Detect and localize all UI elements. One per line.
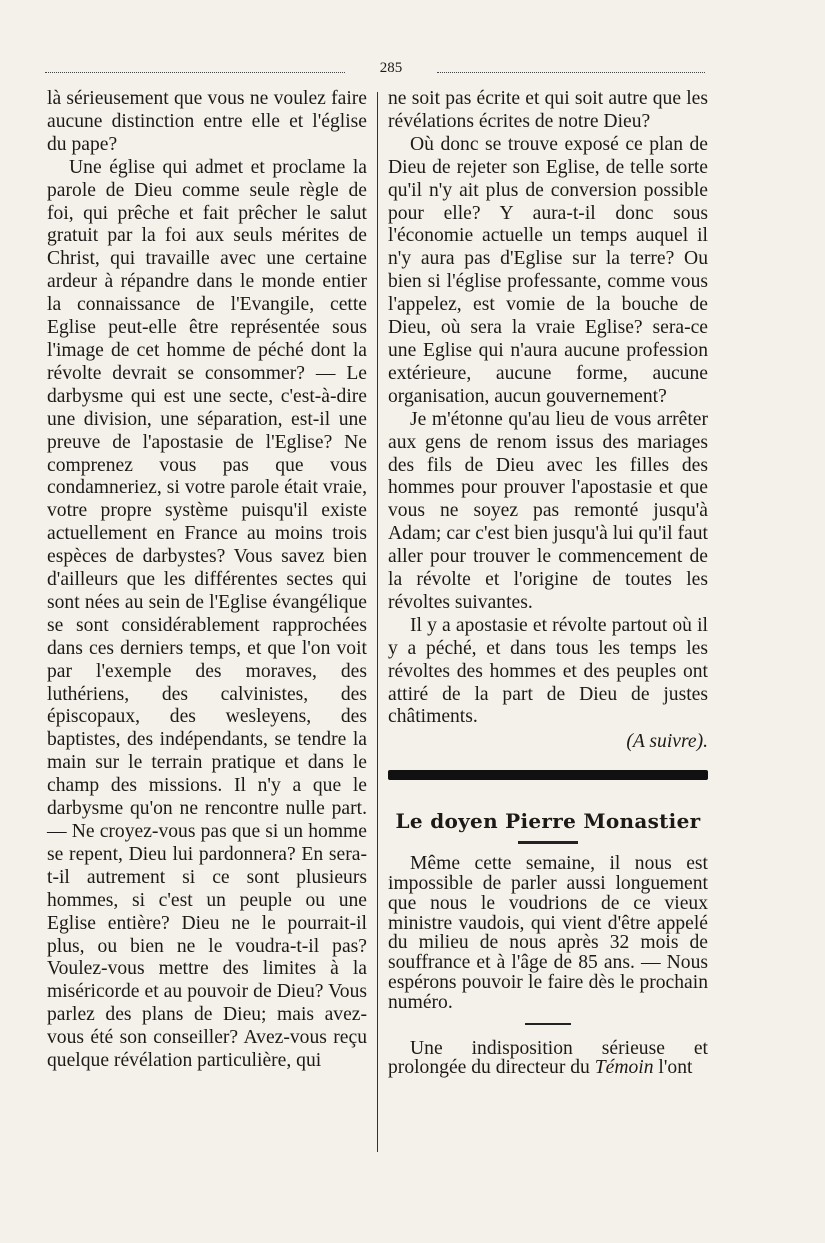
column-divider	[377, 92, 378, 1152]
a-suivre-note: (A suivre).	[626, 731, 708, 753]
section-title: Le doyen Pierre Monastier	[395, 809, 701, 834]
paragraph: ne soit pas écrite et qui soit autre que les révélations écrites de notre Dieu?	[388, 88, 708, 132]
section-paragraph: Même cette semaine, il nous est impossible de parler aussi longuement que nous le voudrions de ce vieux ministre vaudois, qui vient d'être appelé du milieu de nous après 32 mois de souffrance et à l'âge de 85 ans. — Nous espérons pouvoir le faire dès le prochain numéro.	[388, 853, 708, 1013]
left-column	[47, 88, 367, 1073]
right-column	[388, 88, 708, 1078]
journal-name: Témoin	[594, 1057, 654, 1079]
page-number: 285	[379, 60, 403, 76]
last-paragraph-start: Une indisposition sérieuse et prolongée du directeur du	[388, 1037, 708, 1079]
page-header	[45, 60, 705, 82]
title-underline	[518, 841, 578, 844]
paragraph: là sérieusement que vous ne voulez faire aucune distinction entre elle et l'église du pape?	[47, 88, 367, 155]
paragraph: Il y a apostasie et révolte partout où il y a péché, et dans tous les temps les révoltes des hommes et des peuples ont attiré de la part de Dieu de justes châtiments.	[388, 614, 708, 728]
header-rule-right	[437, 72, 705, 73]
paragraph: Une église qui admet et proclame la parole de Dieu comme seule règle de foi, qui prêche et fait prêcher le salut gratuit par la foi aux seuls mérites de Christ, qui travaille avec une certaine ardeur à répandre dans le monde entier la connaissance de l'Evangile, cette Eglise peut-elle être représentée sous l'image de cet homme de péché dont la révolte devrait se consommer? — Le darbysme qui est une secte, c'est-à-dire une division, une séparation, est-il une preuve de l'apostasie de l'Eglise? Ne comprenez vous pas que vous condamneriez, si votre parole était vraie, votre propre système puisqu'il existe actuellement en France au moins trois espèces de darbystes? Vous savez bien d'ailleurs que les différentes sectes qui sont nées au sein de l'Eglise évangélique se sont considérablement rapprochées dans ces derniers temps, et que l'on voit par l'exemple des moraves, des luthériens, des calvinistes, des épiscopaux, des wesleyens, des baptistes, des indépendants, se tendre la main sur le terrain pratique et dans le champ des missions. Il n'y a que le darbysme qu'on ne rencontre nulle part. — Ne croyez-vous pas que si un homme se repent, Dieu lui pardonnera? En sera-t-il autrement si ce sont plusieurs hommes, si c'est un peuple ou une Eglise entière? Dieu ne le pourrait-il plus, ou bien ne le voudra-t-il pas? Voulez-vous mettre des limites à la miséricorde et au pouvoir de Dieu? Vous parlez des plans de Dieu; mais avez-vous été son conseiller? Avez-vous reçu quelque révélation particulière, qui	[47, 156, 367, 1072]
short-separator	[525, 1023, 571, 1025]
last-paragraph	[388, 1039, 708, 1079]
section-separator	[388, 770, 708, 780]
last-paragraph-end: l'ont	[653, 1057, 693, 1079]
paragraph: Où donc se trouve exposé ce plan de Dieu de rejeter son Eglise, de telle sorte qu'il n'y ait plus de conversion possible pour elle? Y aura-t-il donc sous l'économie actuelle un temps auquel il n'y aura pas d'Eglise sur la terre? Ou bien si l'église professante, comme vous l'appelez, est vomie de la bouche de Dieu, où sera la vraie Eglise? sera-ce une Eglise qui n'aura aucune profession extérieure, aucune forme, aucune organisation, aucun gouvernement?	[388, 133, 708, 407]
paragraph: Je m'étonne qu'au lieu de vous arrêter aux gens de renom issus des mariages des fils de Dieu avec les filles des hommes pour prouver l'apostasie et que vous ne soyez pas remonté jusqu'à Adam; car c'est bien jusqu'à lui qu'il faut aller pour trouver le commencement de la révolte et l'origine de toutes les révoltes suivantes.	[388, 408, 708, 613]
header-rule-left	[45, 72, 345, 73]
